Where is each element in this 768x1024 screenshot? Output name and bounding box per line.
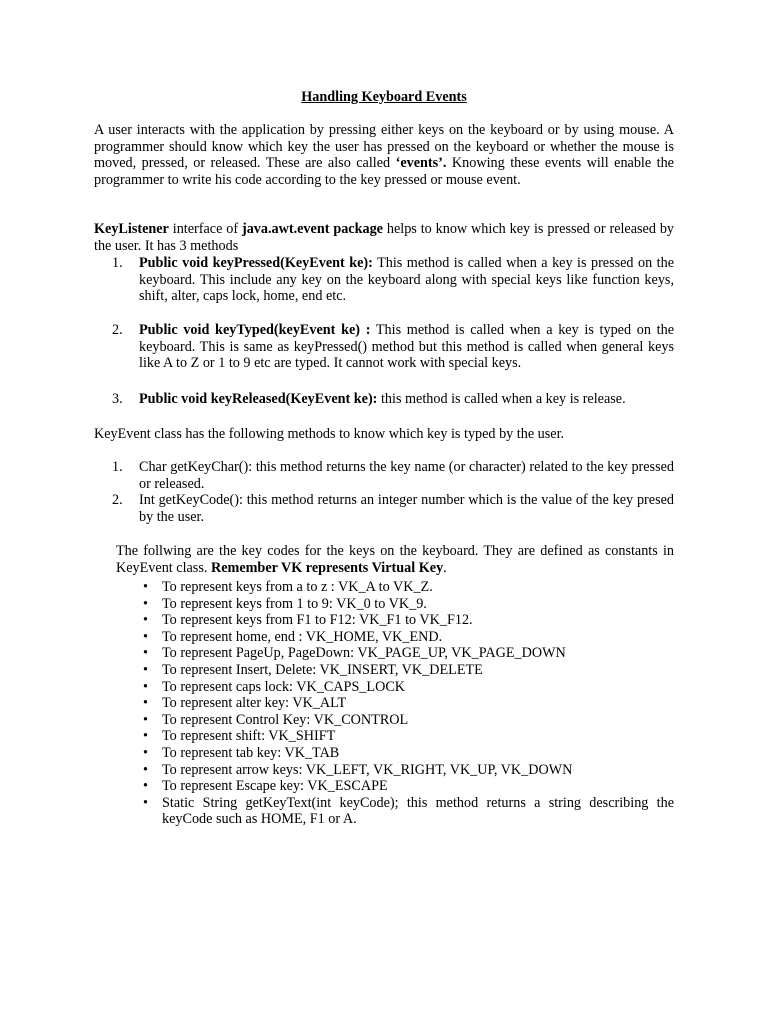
- bullet-text: To represent Control Key: VK_CONTROL: [162, 711, 409, 728]
- bullet-text: To represent caps lock: VK_CAPS_LOCK: [162, 678, 406, 695]
- keycodes-intro-end: .: [443, 559, 447, 576]
- keycode-bullet: [140, 712, 674, 729]
- bullet-dot-icon: •: [143, 711, 148, 728]
- intro-bold-events: ‘events’.: [395, 155, 447, 172]
- keycode-bullet: [140, 645, 674, 662]
- keycode-bullet: [140, 629, 674, 646]
- method-item: [112, 391, 674, 408]
- bullet-text: To represent Escape key: VK_ESCAPE: [162, 778, 388, 795]
- intro-text-2: Knowing these events will enable the programmer to write his code according to the key pressed or mouse event.: [94, 155, 674, 188]
- keycodes-intro-bold: Remember VK represents Virtual Key: [210, 559, 444, 576]
- bullet-text: To represent home, end : VK_HOME, VK_END.: [162, 628, 443, 645]
- intro-paragraph: [94, 122, 674, 188]
- keycode-bullet: [140, 795, 674, 828]
- bullet-text: Static String getKeyText(int keyCode); this method returns a string describing the keyCode such as HOME, F1 or A.: [162, 794, 674, 828]
- keyevent-intro: KeyEvent class has the following methods to know which key is typed by the user.: [94, 426, 565, 442]
- keycodes-intro-text: The follwing are the key codes for the keys on the keyboard. They are defined as constants in KeyEvent class.: [116, 543, 674, 576]
- keycode-bullet: [140, 695, 674, 712]
- bullet-dot-icon: •: [143, 744, 148, 761]
- bullet-dot-icon: •: [143, 794, 148, 811]
- bullet-dot-icon: •: [143, 678, 148, 695]
- bullet-dot-icon: •: [143, 612, 148, 629]
- keycode-bullet: [140, 596, 674, 613]
- bullet-text: To represent arrow keys: VK_LEFT, VK_RIGHT, VK_UP, VK_DOWN: [162, 761, 573, 778]
- intro-text-1: A user interacts with the application by pressing either keys on the keyboard or by using mouse. A programmer should know which key the user has pressed on the keyboard or whether the mouse is moved, pressed, or released. These are also called: [94, 122, 674, 172]
- bullet-dot-icon: •: [143, 761, 148, 778]
- keyevent-method-item: [112, 492, 674, 525]
- keylistener-text-2: helps to know which key is pressed or released by the user. It has 3 methods: [94, 221, 675, 254]
- bullet-text: To represent keys from F1 to F12: VK_F1 to VK_F12.: [162, 612, 473, 629]
- bullet-dot-icon: •: [143, 695, 148, 712]
- keyevent-method-number: 1.: [112, 459, 123, 475]
- bullet-text: To represent keys from 1 to 9: VK_0 to VK_9.: [162, 595, 427, 612]
- keyevent-method-text: Int getKeyCode(): this method returns an integer number which is the value of the key presed by the user.: [139, 492, 674, 525]
- bullet-text: To represent shift: VK_SHIFT: [162, 728, 336, 745]
- bullet-dot-icon: •: [143, 661, 148, 678]
- keycode-bullet: [140, 762, 674, 779]
- bullet-dot-icon: •: [143, 595, 148, 612]
- method-signature: Public void keyPressed(KeyEvent ke):: [139, 255, 373, 271]
- bullet-text: To represent Insert, Delete: VK_INSERT, VK_DELETE: [162, 661, 483, 678]
- keylistener-bold-1: KeyListener: [94, 221, 169, 237]
- keycode-bullet: [140, 778, 674, 795]
- keycode-bullet: [140, 612, 674, 629]
- keycode-bullet-list: [140, 579, 674, 828]
- bullet-dot-icon: •: [143, 778, 148, 795]
- method-number: 2.: [112, 322, 123, 338]
- keycode-bullet: [140, 745, 674, 762]
- method-description: This method is called when a key is pressed on the keyboard. This include any key on the keyboard along with special keys like function keys, shift, alter, caps lock, home, end etc.: [139, 255, 674, 305]
- bullet-text: To represent tab key: VK_TAB: [162, 744, 340, 761]
- keylistener-paragraph: [94, 221, 674, 254]
- page-title: Handling Keyboard Events: [301, 89, 467, 105]
- keycode-bullet: [140, 679, 674, 696]
- keycodes-intro: [116, 543, 674, 576]
- method-item: [112, 255, 674, 305]
- keylistener-bold-2: java.awt.event package: [241, 221, 383, 237]
- method-signature: Public void keyTyped(keyEvent ke) :: [139, 322, 371, 338]
- bullet-text: To represent alter key: VK_ALT: [162, 695, 347, 712]
- bullet-text: To represent PageUp, PageDown: VK_PAGE_UP, VK_PAGE_DOWN: [162, 645, 566, 662]
- method-number: 3.: [112, 391, 123, 407]
- bullet-dot-icon: •: [143, 579, 148, 595]
- bullet-dot-icon: •: [143, 645, 148, 662]
- method-number: 1.: [112, 255, 123, 271]
- keycode-bullet: [140, 579, 674, 596]
- keyevent-method-item: [112, 459, 674, 492]
- keycode-bullet: [140, 728, 674, 745]
- keyevent-method-text: Char getKeyChar(): this method returns the key name (or character) related to the key pressed or released.: [139, 459, 674, 492]
- method-description: This method is called when a key is typed on the keyboard. This is same as keyPressed() method but this method is called when general keys like A to Z or 1 to 9 etc are typed. It cannot work with special keys.: [139, 322, 674, 372]
- keyevent-method-number: 2.: [112, 492, 123, 508]
- method-item: [112, 322, 674, 372]
- keycode-bullet: [140, 662, 674, 679]
- bullet-dot-icon: •: [143, 628, 148, 645]
- method-description: this method is called when a key is release.: [377, 391, 626, 407]
- bullet-dot-icon: •: [143, 728, 148, 745]
- keylistener-text-1: interface of: [168, 221, 242, 237]
- bullet-text: To represent keys from a to z : VK_A to VK_Z.: [162, 579, 433, 595]
- method-signature: Public void keyReleased(KeyEvent ke):: [139, 391, 378, 407]
